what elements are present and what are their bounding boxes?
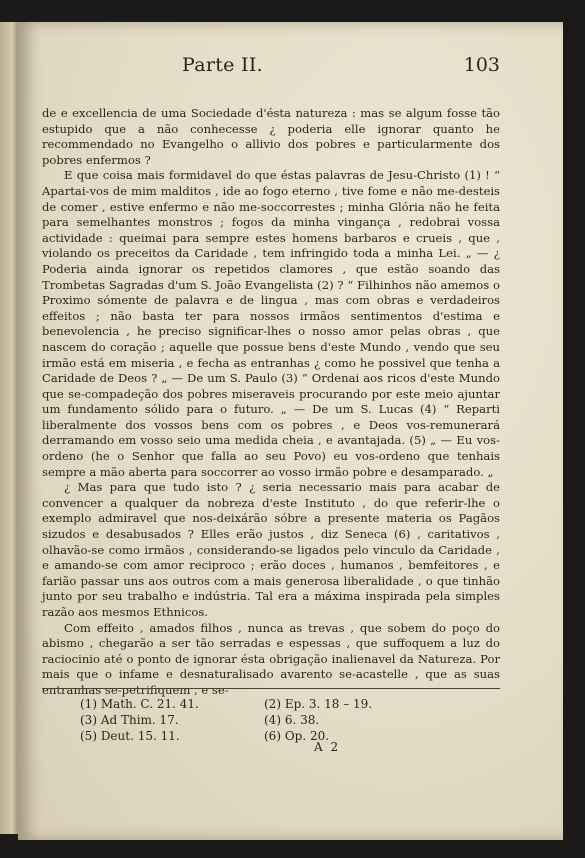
footnote: (5) Deut. 15. 11. <box>80 729 180 743</box>
paragraph: ¿ Mas para que tudo isto ? ¿ seria necessario mais para acabar de convencer a qualquer da nobreza d'este Instituto , do que referir-lhe o exemplo admiravel que nos-deixárão sóbre a presente materia os Pagãos sizudos e desabusados ? Elles erão justos , diz Seneca (6) , caritativos , olhavão-se como irmãos , considerando-se ligados pelo vinculo da Caridade , e amando-se com amor reciproco ; erão doces , humanos , bemfeitores , e farião passar uns aos outros com a mais generosa liberalidade , o que tinhão junto por seu trabalho e indústria. Tal era a máxima inspirada pela simples razão aos mesmos Ethnicos. <box>42 480 500 619</box>
body-text <box>42 106 500 699</box>
page-number: 103 <box>463 54 500 76</box>
facing-page-edge <box>0 22 20 834</box>
footnote: (3) Ad Thim. 17. <box>80 713 179 727</box>
footnote: (4) 6. 38. <box>264 713 320 727</box>
paragraph: Com effeito , amados filhos , nunca as trevas , que sobem do poço do abismo , chegarão a ser tão serradas e espessas , que suffoquem a luz do raciocinio até o ponto de ignorar ésta obrigação inalienavel da Natureza. Por mais que o infame e desnaturalisado avarento se-acastelle , que as suas entranhas se-petrifiquem , e se- <box>42 620 500 697</box>
printer-signature-mark: A 2 <box>314 740 341 754</box>
footnote: (1) Math. C. 21. 41. <box>80 697 199 711</box>
paragraph: E que coisa mais formidavel do que éstas palavras de Jesu-Christo (1) ! “ Apartai-vos de mim malditos , ide ao fogo eterno , tive fome e não me-desteis de comer , estive enfermo e não me-soccorrestes ; minha Glória não he feita para semelhantes monstros ; fogos da minha vingança , redobrai vossa actividade : queimai para sempre estes homens barbaros e crueis , que , violando os preceitos da Caridade , tem infringido toda a minha Lei. „ — ¿ Poderia ainda ignorar os repetidos clamores , que estão soando das Trombetas Sagradas d'um S. João Evangelista (2) ? “ Filhinhos não amemos o Proximo sómente de palavra e de lingua , mas com obras e verdadeiros effeitos ; não basta ter para nossos irmãos sentimentos d'estima e benevolencia , he preciso significar-lhes o nosso amor pelas obras , que nascem do coração ; aquelle que possue bens d'este Mundo , vendo que seu irmão está em miseria , e fecha as entranhas ¿ como he possivel que tenha a Caridade de Deos ? „ — De um S. Paulo (3) “ Ordenai aos ricos d'este Mundo que se-compadeção dos pobres miseraveis procurando por este meio ajuntar um fundamento sólido para o futuro. „ — De um S. Lucas (4) “ Reparti liberalmente dos vossos bens com os pobres , e Deos vos-remunerará derramando em vosso seio uma medida cheia , e avantajada. (5) „ — Eu vos-ordeno (he o Senhor que falla ao seu Povo) eu vos-ordeno que tenhais sempre a mão aberta para soccorrer ao vosso irmão pobre e desamparado. „ <box>42 168 500 479</box>
footnote-rule <box>42 688 500 689</box>
footnote: (2) Ep. 3. 18 – 19. <box>264 697 373 711</box>
paragraph: de e excellencia de uma Sociedade d'ésta natureza : mas se algum fosse tão estupido que a não conhecesse ¿ poderia elle ignorar quanto he recommendado no Evangelho o allivio dos pobres e particularmente dos pobres enfermos ? <box>42 106 500 167</box>
running-title: Parte II. <box>182 54 264 76</box>
page-header <box>42 54 500 80</box>
footnote: (6) Op. 20. <box>264 729 330 743</box>
